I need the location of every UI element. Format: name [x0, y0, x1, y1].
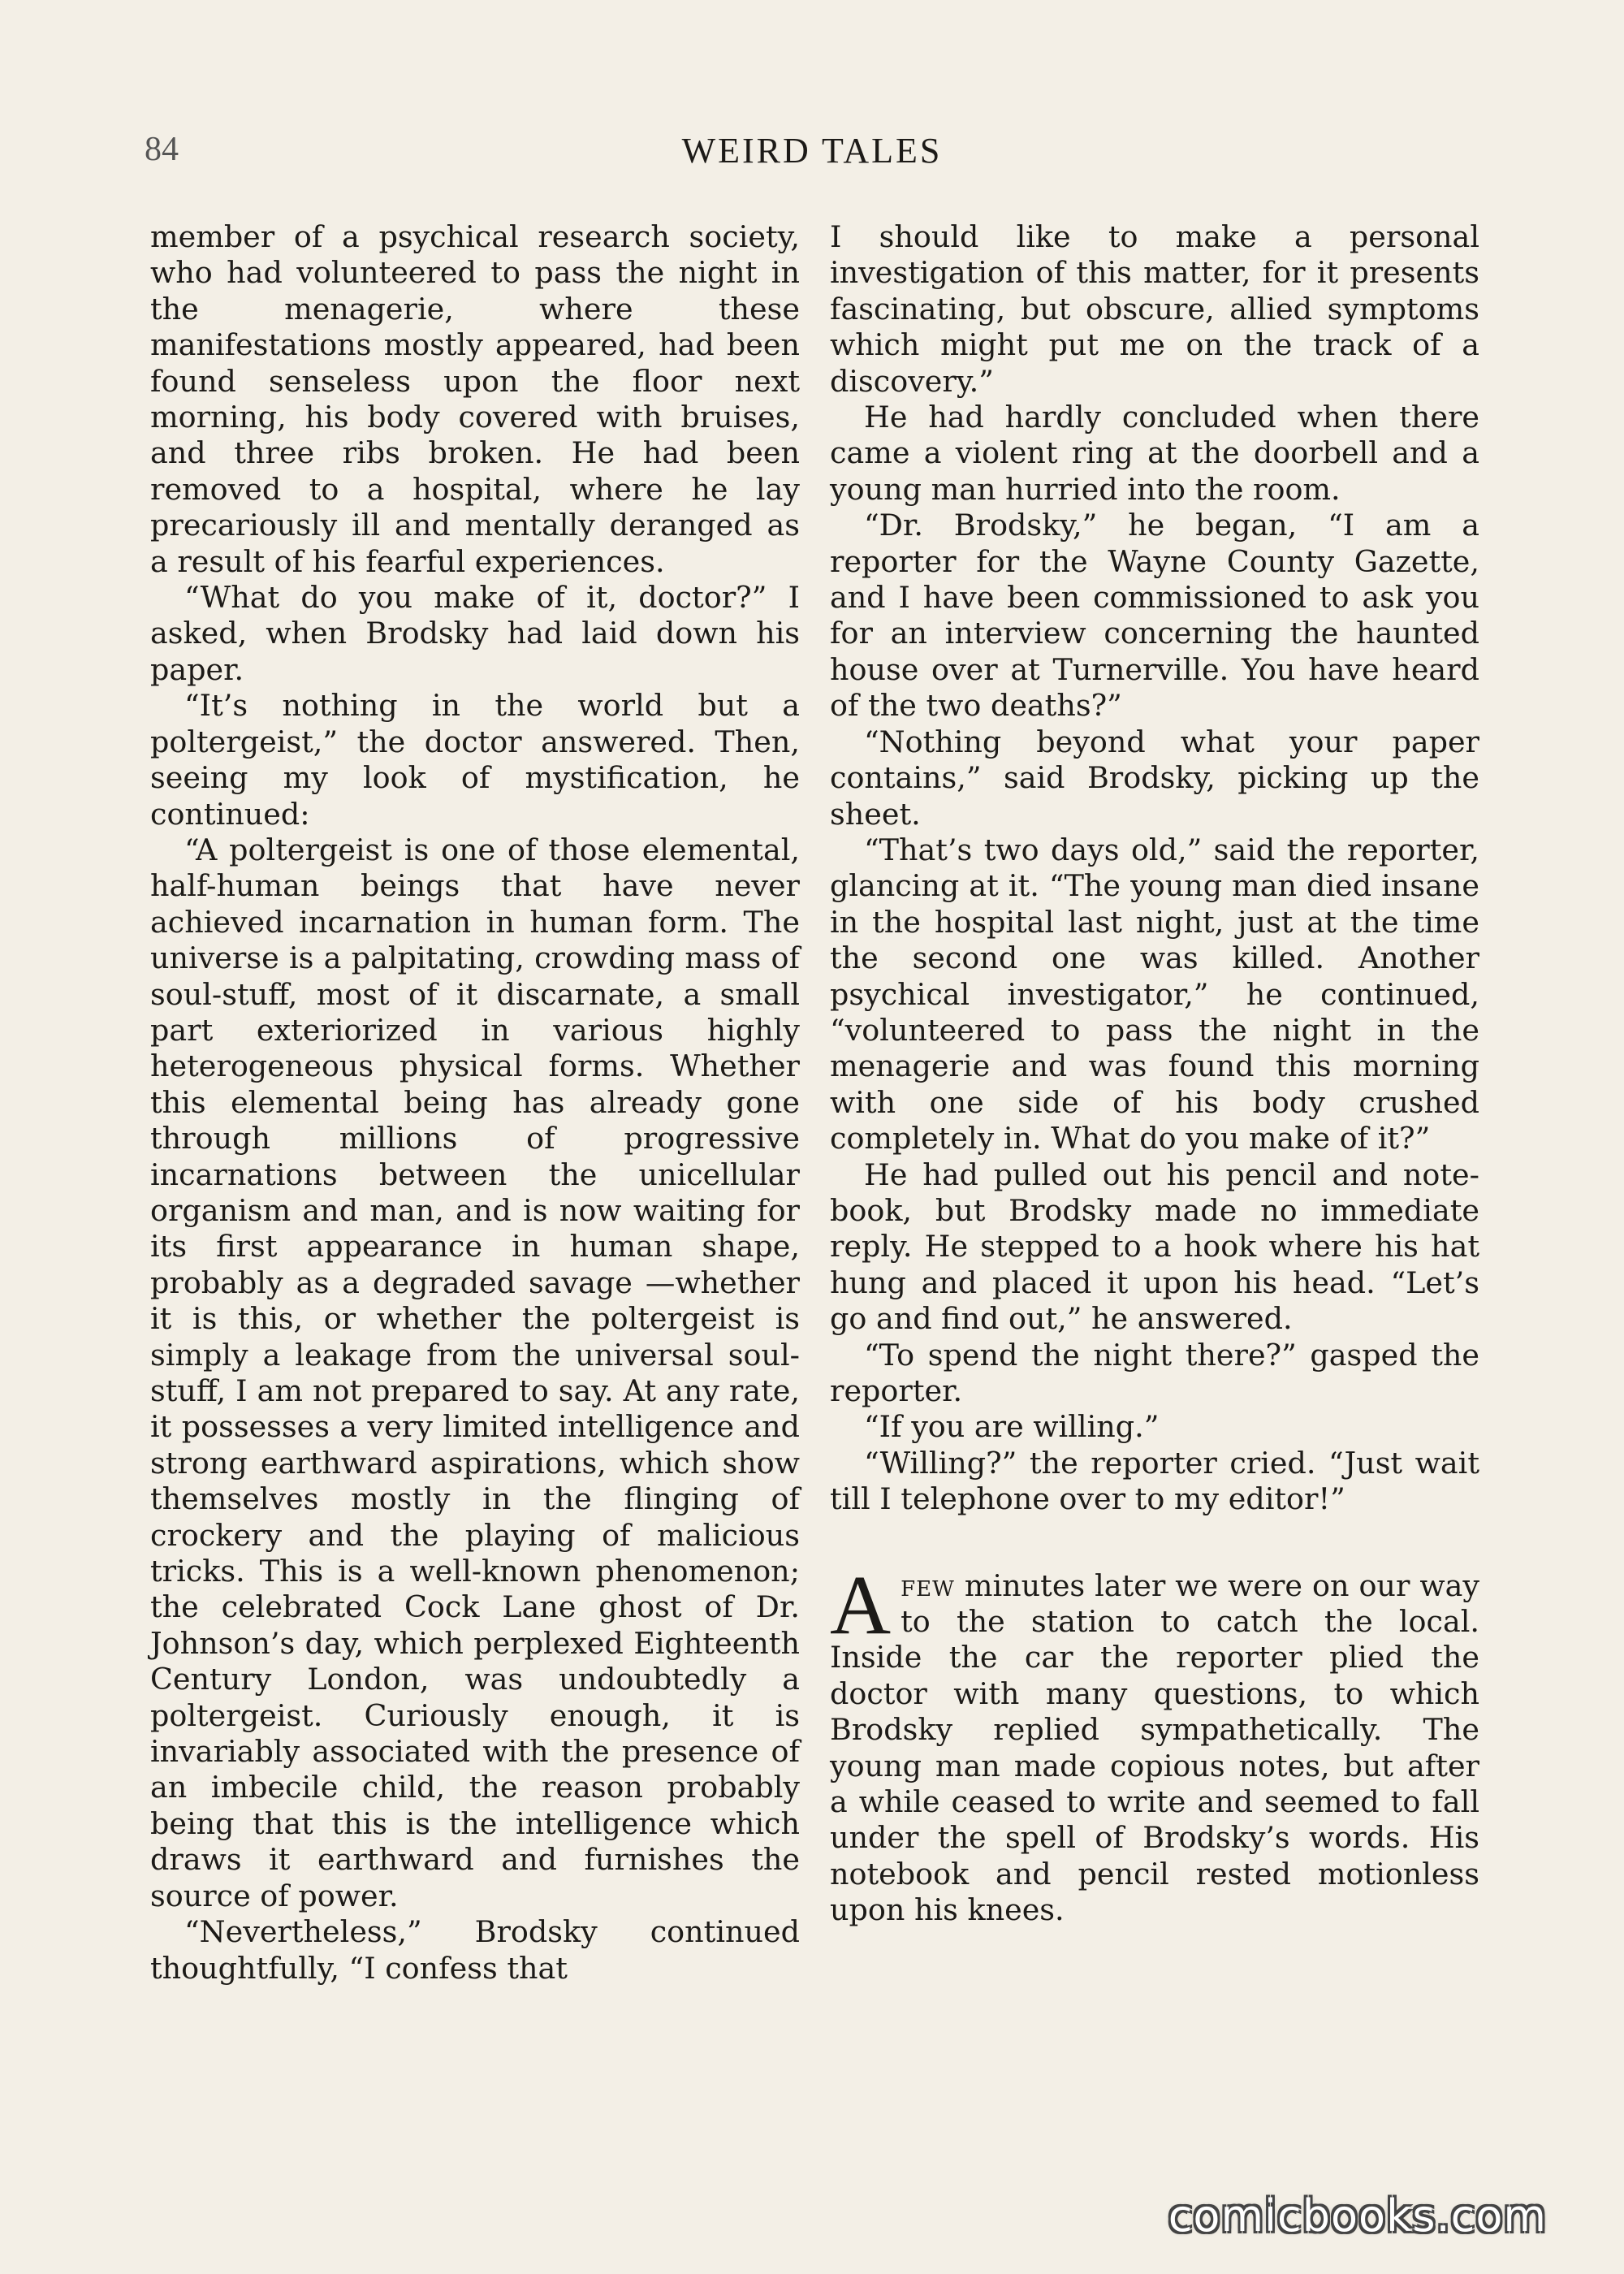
lead-in-word: few [901, 1567, 955, 1603]
drop-cap: A [830, 1558, 892, 1652]
right-column [830, 219, 1479, 1929]
section-opening-paragraph [830, 1558, 1479, 1929]
paragraph: “Willing?” the reporter cried. “Just wait till I telephone over to my editor!” [830, 1445, 1479, 1517]
paragraph: “To spend the night there?” gasped the reporter. [830, 1337, 1479, 1408]
watermark-logo: comicbooks.com [1168, 2190, 1547, 2242]
section-break [830, 1518, 1479, 1568]
paragraph: “What do you make of it, doctor?” I asked, when Brodsky had laid down his paper. [150, 580, 800, 687]
paragraph: “If you are willing.” [864, 1409, 1160, 1445]
page-header [138, 130, 1486, 179]
paragraph: I should like to make a personal investigation of this matter, for it presents fascinating, but obscure, allied symptoms which might put me on the track of a discovery.” [830, 219, 1479, 399]
paragraph: “Nevertheless,” Brodsky continued thoughtfully, “I confess that [150, 1914, 800, 1986]
paragraph: “It’s nothing in the world but a poltergeist,” the doctor answered. Then, seeing my look of mystification, he continued: [150, 688, 800, 832]
running-title: WEIRD TALES [681, 131, 943, 171]
paragraph: “That’s two days old,” said the reporter, glancing at it. “The young man died insane in the hospital last night, just at the time the second one was killed. Another psychical investigator,” he continued, “volunteered to pass the night in the menagerie and was found this morning with one side of his body crushed completely in. What do you make of it?” [830, 832, 1479, 1156]
paragraph: “Nothing beyond what your paper contains,” said Brodsky, picking up the sheet. [830, 724, 1479, 832]
paragraph: He had hardly concluded when there came a violent ring at the doorbell and a young man hurried into the room. [830, 400, 1479, 507]
paragraph: “Dr. Brodsky,” he began, “I am a reporter for the Wayne County Gazette, and I have been commissioned to ask you for an interview concerning the haunted house over at Turnerville. You have heard of the two deaths?” [830, 508, 1479, 724]
paragraph: He had pulled out his pencil and note-book, but Brodsky made no immediate reply. He stepped to a hook where his hat hung and placed it upon his head. “Let’s go and find out,” he answered. [830, 1156, 1479, 1337]
paragraph: member of a psychical research society, who had volunteered to pass the night in the menagerie, where these manifestations mostly appeared, had been found senseless upon the floor next morning, his body covered with bruises, and three ribs broken. He had been removed to a hospital, where he lay precariously ill and mentally deranged as a result of his fearful experiences. [150, 219, 800, 579]
page-number: 84 [145, 131, 179, 168]
left-column [150, 219, 800, 1987]
section-text: minutes later we were on our way to the station to catch the local. Inside the car the reporter plied the doctor with many questions, to which Brodsky replied sympathetically. The young man made copious notes, but after a while ceased to write and seemed to fall under the spell of Brodsky’s words. His notebook and pencil rested motionless upon his knees. [830, 1567, 1479, 1928]
paragraph: “A poltergeist is one of those elemental, half-human beings that have never achieved incarnation in human form. The universe is a palpitating, crowding mass of soul-stuff, most of it discarnate, a small part exteriorized in various highly heterogeneous physical forms. Whether this elemental being has already gone through millions of progressive incarnations between the unicellular organism and man, and is now waiting for its first appearance in human shape, probably as a degraded savage —whether it is this, or whether the poltergeist is simply a leakage from the universal soul-stuff, I am not prepared to say. At any rate, it possesses a very limited intelligence and strong earthward aspirations, which show themselves mostly in the flinging of crockery and the playing of malicious tricks. This is a well-known phenomenon; the celebrated Cock Lane ghost of Dr. Johnson’s day, which perplexed Eighteenth Century London, was undoubtedly a poltergeist. Curiously enough, it is invariably associated with the presence of an imbecile child, the reason probably being that this is the intelligence which draws it earthward and furnishes the source of power. [150, 832, 800, 1913]
